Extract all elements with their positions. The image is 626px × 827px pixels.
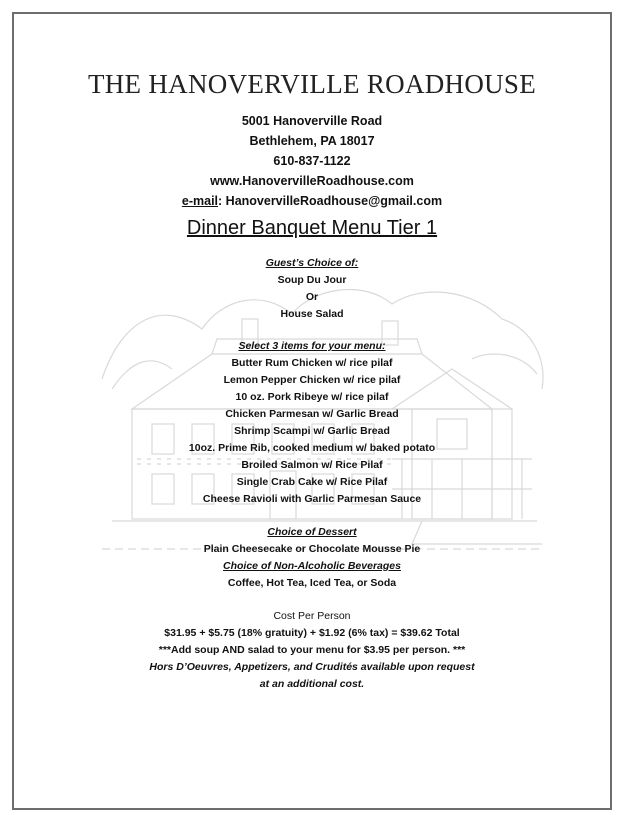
starter-option: House Salad: [280, 308, 344, 320]
starter-or: Or: [305, 291, 319, 303]
entree-item: Broiled Salmon w/ Rice Pilaf: [241, 459, 383, 471]
restaurant-name: THE HANOVERVILLE ROADHOUSE: [87, 69, 537, 99]
entree-item: Lemon Pepper Chicken w/ rice pilaf: [223, 374, 401, 386]
cost-breakdown: $31.95 + $5.75 (18% gratuity) + $1.92 (6% tax) = $39.62 Total: [164, 627, 460, 639]
address-line-1: 5001 Hanoverville Road: [241, 114, 383, 128]
email-line: [14, 194, 610, 208]
starter-heading: Guest’s Choice of:: [265, 257, 359, 269]
extras-note-line-1: Hors D’Oeuvres, Appetizers, and Crudités available upon request: [149, 661, 475, 673]
entree-item: 10oz. Prime Rib, cooked medium w/ baked potato: [188, 442, 436, 454]
website-link[interactable]: www.HanovervilleRoadhouse.com: [210, 174, 414, 188]
dessert-options: Plain Cheesecake or Chocolate Mousse Pie: [203, 543, 421, 555]
dessert-heading: Choice of Dessert: [267, 526, 357, 538]
entree-item: Chicken Parmesan w/ Garlic Bread: [225, 408, 399, 420]
beverages-options: Coffee, Hot Tea, Iced Tea, or Soda: [227, 577, 397, 589]
extras-note-line-2: at an additional cost.: [259, 678, 365, 690]
address-line-2: Bethlehem, PA 18017: [249, 134, 375, 148]
menu-page: [12, 12, 612, 810]
email-address[interactable]: : HanovervilleRoadhouse@gmail.com: [218, 194, 443, 208]
menu-title: Dinner Banquet Menu Tier 1: [186, 217, 438, 239]
starter-option: Soup Du Jour: [277, 274, 347, 286]
addon-note: ***Add soup AND salad to your menu for $3.95 per person. ***: [158, 644, 466, 656]
beverages-heading: Choice of Non-Alcoholic Beverages: [223, 560, 401, 572]
entree-item: 10 oz. Pork Ribeye w/ rice pilaf: [235, 391, 389, 403]
phone-number: 610-837-1122: [273, 154, 351, 168]
entree-item: Single Crab Cake w/ Rice Pilaf: [236, 476, 388, 488]
entree-item: Cheese Ravioli with Garlic Parmesan Sauce: [202, 493, 422, 505]
entrees-heading: Select 3 items for your menu:: [238, 340, 386, 352]
entree-item: Shrimp Scampi w/ Garlic Bread: [234, 425, 390, 437]
email-label: e-mail: [181, 194, 219, 208]
entree-item: Butter Rum Chicken w/ rice pilaf: [231, 357, 393, 369]
cost-label: Cost Per Person: [273, 610, 351, 622]
